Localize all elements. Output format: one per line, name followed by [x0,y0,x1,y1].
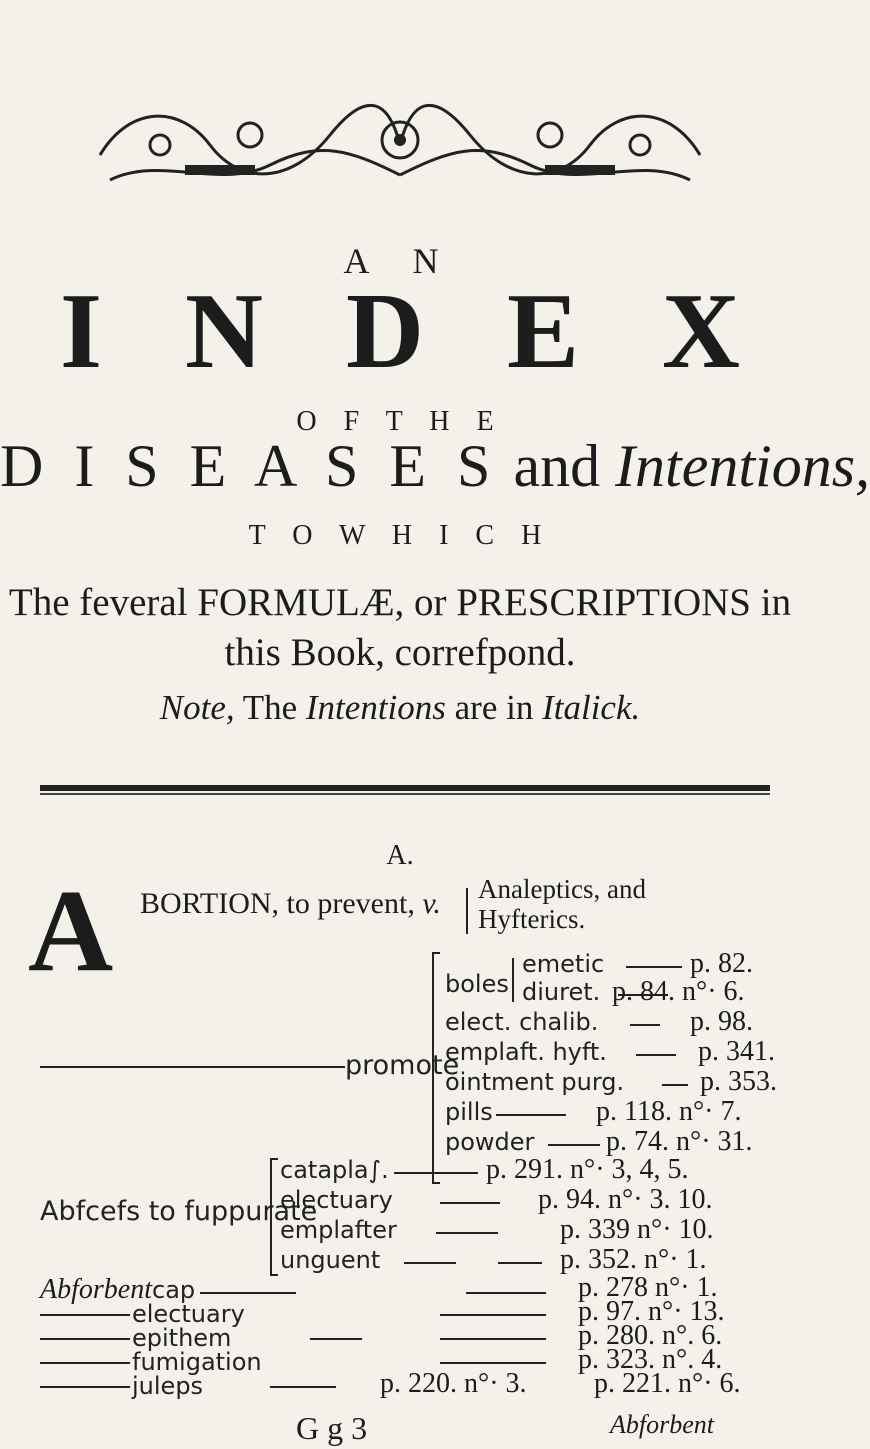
promote-item-label: ointment purg. [445,1068,625,1096]
leader [626,966,682,968]
heading-an: A N [343,241,457,281]
note-are: are in [454,688,534,727]
leader [496,1114,566,1116]
and-word: and [513,433,601,499]
leader [200,1292,296,1294]
absorbent-item-ref: p. 323. n°. 4. [578,1344,723,1375]
heading-of-the: O F T H E [296,406,504,437]
thin-rule [40,793,770,795]
leader [40,1386,130,1388]
brace-promote-top [432,952,440,954]
abscess-item-label: unguent [280,1246,381,1274]
promote-item-ref: p. 84. n°· 6. [612,976,745,1007]
abortion-text: BORTION, to prevent, [140,887,415,920]
absorbent-item-label: cap [152,1276,196,1304]
note-intentions: Intentions [305,688,446,727]
leader [662,1084,688,1086]
promote-item-ref: p. 82. [690,948,753,979]
absorbent-item-ref: p. 280. n°. 6. [578,1320,723,1351]
promote-item-label: diuret. [522,978,601,1006]
brace-boles [512,958,514,1002]
index-letter: I [60,272,103,391]
leader [40,1314,130,1316]
absorbent-item-ref-extra: p. 220. n°· 3. [380,1368,527,1399]
heading-to-which: T O W H I C H [248,520,552,551]
absorbent-item-ref: p. 278 n°· 1. [578,1272,718,1303]
diseases-word: D I S E A S E S [0,433,499,499]
heading-book-line: this Book, correfpond. [224,631,576,674]
note-text: The [242,688,298,727]
abscess-item-ref: p. 339 n°· 10. [560,1214,714,1245]
leader [498,1262,542,1264]
abscess-item-ref: p. 291. n°· 3, 4, 5. [486,1154,689,1185]
promote-item-label: emetic [522,950,605,978]
absorbent-label: Abforbent [40,1274,152,1305]
thick-rule [40,785,770,791]
promote-item-ref: p. 353. [700,1066,777,1097]
absorbent-item-ref: p. 97. n°· 13. [578,1296,725,1327]
absorbent-item-label: electuary [132,1300,245,1328]
abscess-item-label: emplafter [280,1216,397,1244]
abscess-item-label: catapla∫. [280,1156,389,1184]
index-letter: E [506,272,579,391]
boles-label: boles [445,970,509,998]
leader [440,1202,500,1204]
leader [270,1386,336,1388]
absorbent-item-ref: p. 221. n°· 6. [594,1368,741,1399]
absorbent-item-label: juleps [132,1372,204,1400]
index-letter: X [661,272,740,391]
index-letter: D [345,272,424,391]
index-letter: N [185,272,263,391]
abscess-label: Abfcefs to fuppurate [40,1196,318,1227]
analeptics-ref: Analeptics, and [478,874,646,904]
heading-formulae-line: The feveral FORMULÆ, or PRESCRIPTIONS in [8,581,792,624]
leader [404,1262,456,1264]
abscess-item-ref: p. 94. n°· 3. 10. [538,1184,713,1215]
leader [40,1362,130,1364]
absorbent-item-label: fumigation [132,1348,262,1376]
absorbent-item-label: epithem [132,1324,232,1352]
brace-promote [432,952,434,1184]
note-italick: Italick. [542,688,641,727]
leader [394,1172,478,1174]
promote-leader [40,1066,345,1068]
promote-item-ref: p. 74. n°· 31. [606,1126,753,1157]
promote-item-ref: p. 118. n°· 7. [596,1096,742,1127]
promote-item-label: powder [445,1128,535,1156]
brace-promote-bottom [432,1182,440,1184]
promote-item-label: emplaft. hyft. [445,1038,607,1066]
brace-abscess-bottom [270,1274,278,1276]
leader [310,1338,362,1340]
intentions-word: Intentions, [615,433,870,499]
heading-index [30,272,770,391]
leader [440,1314,546,1316]
leader [40,1338,130,1340]
brace-abscess [270,1158,272,1276]
heading-diseases [0,432,870,501]
leader [466,1292,546,1294]
brace-analeptics [466,888,468,934]
promote-label: promote [345,1050,460,1081]
leader [636,1054,676,1056]
brace-abscess-top [270,1158,278,1160]
promote-item-label: pills [445,1098,493,1126]
leader [440,1338,546,1340]
drop-cap: A [28,865,114,996]
catchword: Abforbent [610,1410,714,1439]
leader [440,1362,546,1364]
signature-mark: G g 3 [296,1410,368,1446]
leader [436,1232,498,1234]
section-letter: A. [386,840,414,871]
headpiece-ornament [90,95,710,195]
abscess-item-ref: p. 352. n°· 1. [560,1244,707,1275]
note-label: Note, [159,688,235,727]
heading-note [0,688,800,728]
promote-item-label: elect. chalib. [445,1008,599,1036]
abortion-entry [140,887,441,921]
leader [630,1024,660,1026]
promote-item-ref: p. 341. [698,1036,775,1067]
abortion-v: v. [422,887,441,920]
leader [548,1144,600,1146]
abscess-item-label: electuary [280,1186,393,1214]
hysterics-ref: Hyfterics. [478,904,586,934]
promote-item-ref: p. 98. [690,1006,753,1037]
